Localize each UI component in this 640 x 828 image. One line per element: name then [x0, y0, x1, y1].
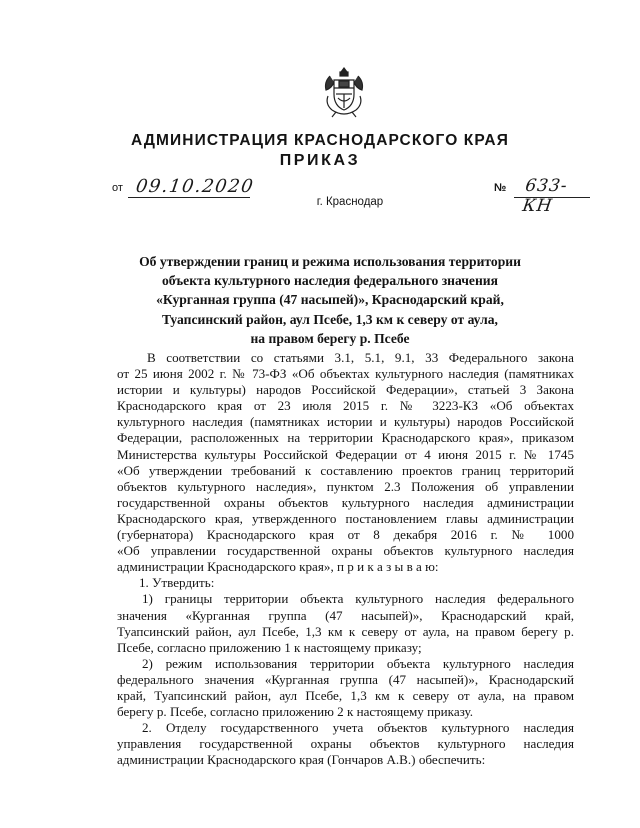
body-line: Министерства культуры Российской Федерации от 4 июня 2015 г. № 1745: [117, 446, 574, 462]
body-line: Туапсинский район, аул Псебе, 1,3 км к северу от аула, на правом берегу р.: [117, 623, 574, 639]
body-line: 1. Утвердить:: [139, 575, 215, 591]
date-label: от: [112, 182, 123, 194]
body-line: культурного наследия (памятниках истории и культуры) народов Российской: [117, 414, 574, 430]
document-type: ПРИКАЗ: [279, 152, 361, 169]
body-line: «Об утверждении требований к составлению проектов границ территорий: [117, 462, 574, 478]
order-body: [117, 350, 574, 768]
body-line: управления государственной охраны объектов культурного наследия: [117, 736, 574, 752]
subject-line: на правом берегу р. Псебе: [250, 330, 410, 346]
subject-line: «Курганная группа (47 насыпей)», Краснодарский край,: [156, 292, 504, 308]
coat-of-arms-icon: [322, 66, 366, 118]
body-line: администрации Краснодарского края (Гончаров А.В.) обеспечить:: [117, 752, 486, 768]
subject-line: Туапсинский район, аул Псебе, 1,3 км к северу от аула,: [162, 311, 498, 327]
order-subject: [120, 252, 540, 348]
body-line: администрации Краснодарского края», п р и к а з ы в а ю:: [117, 559, 439, 575]
body-line: В соответствии со статьями 3.1, 5.1, 9.1, 33 Федерального закона: [147, 350, 574, 365]
body-line: Краснодарского края, утвержденного постановлением главы администрации: [117, 510, 574, 526]
body-line: «Об управлении государственной охраны объектов культурного наследия: [117, 543, 574, 559]
body-line: федерального значения «Курганная группа (47 насыпей)», Краснодарский: [117, 671, 574, 687]
organization-title: АДМИНИСТРАЦИЯ КРАСНОДАРСКОГО КРАЯ: [131, 132, 509, 149]
body-line: 1) границы территории объекта культурного наследия федерального: [142, 591, 574, 607]
body-line: Псебе, согласно приложению 1 к настоящему приказу;: [117, 639, 422, 655]
body-line: значения «Курганная группа (47 насыпей)», Краснодарский край,: [117, 607, 574, 623]
subject-line: объекта культурного наследия федерального значения: [162, 273, 498, 289]
subject-line: Об утверждении границ и режима использования территории: [139, 254, 521, 269]
body-line: объектов культурного наследия», пунктом 2.3 Положения об управлении: [117, 478, 574, 494]
body-line: 2) режим использования территории объекта культурного наследия: [142, 655, 574, 671]
date-value: 09.10.2020: [134, 176, 256, 197]
number-value: 633-КН: [521, 176, 570, 216]
body-line: государственной охраны объектов культурного наследия администрации: [117, 494, 574, 510]
body-line: от 25 июня 2002 г. № 73-ФЗ «Об объектах культурного наследия (памятниках: [117, 366, 574, 382]
body-line: Федерации, расположенных на территории Краснодарского края», приказом: [117, 430, 574, 446]
body-line: край, Туапсинский район, аул Псебе, 1,3 км к северу от аула, на правом: [117, 687, 574, 703]
body-line: истории и культуры) народов Российской Федерации», статьей 3 Закона: [117, 382, 574, 398]
number-label: №: [494, 182, 507, 194]
body-line: (губернатора) Краснодарского края от 8 декабря 2016 г. № 1000: [117, 527, 574, 543]
body-line: Краснодарского края от 23 июля 2015 г. № 3223-КЗ «Об объектах: [117, 398, 574, 414]
city-name: г. Краснодар: [316, 196, 384, 208]
body-line: 2. Отделу государственного учета объектов культурного наследия: [142, 720, 574, 736]
body-line: берегу р. Псебе, согласно приложению 2 к настоящему приказу.: [117, 704, 474, 720]
